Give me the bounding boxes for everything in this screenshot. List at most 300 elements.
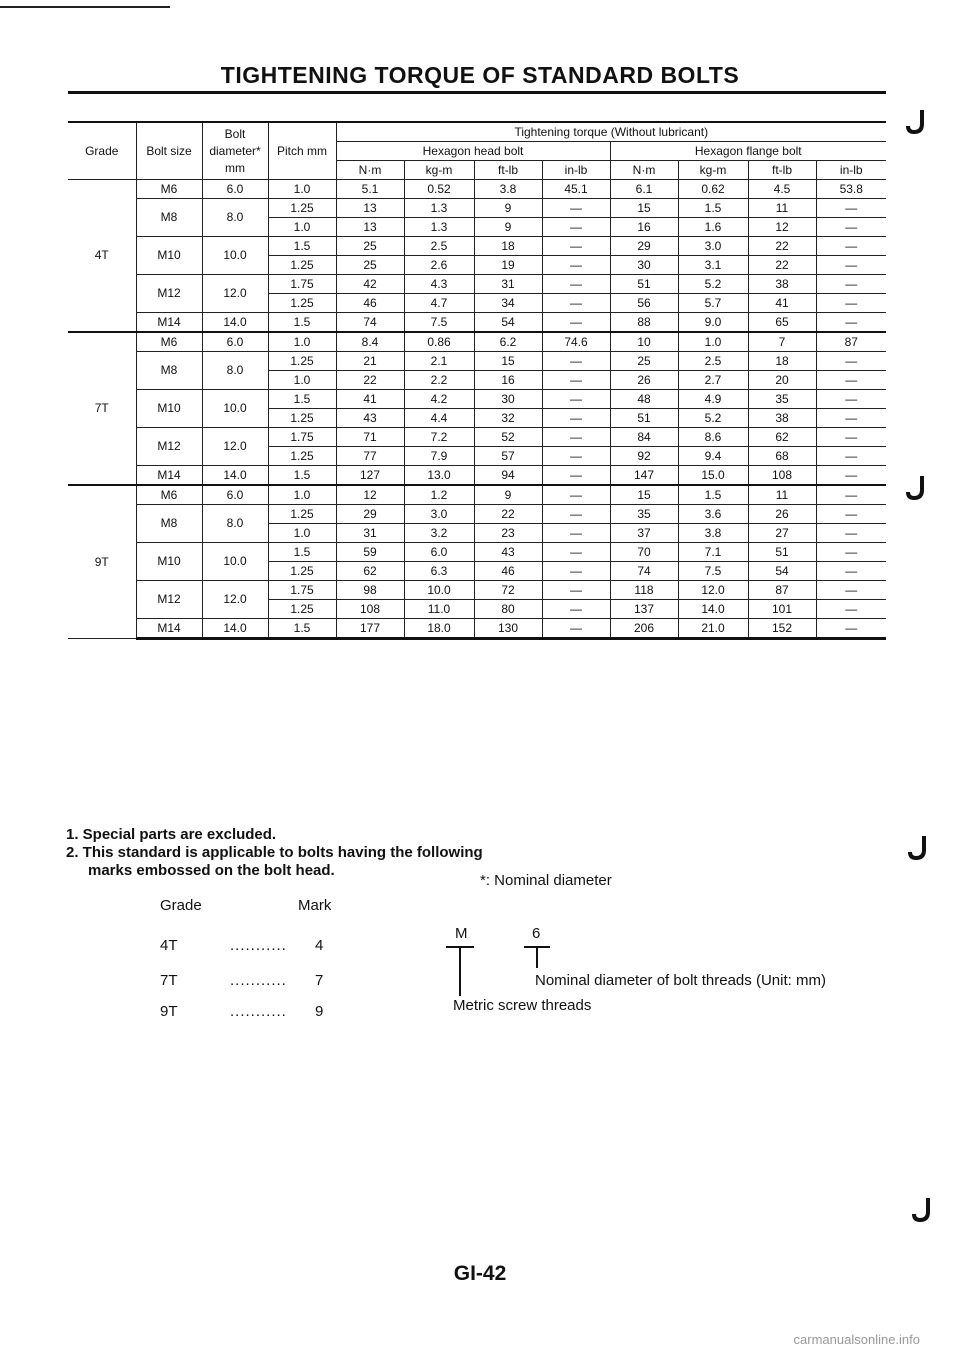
torque-value-cell: — bbox=[816, 543, 886, 562]
torque-value-cell: — bbox=[542, 543, 610, 562]
table-row bbox=[68, 332, 886, 352]
torque-value-cell: — bbox=[542, 409, 610, 428]
bolt-diameter-cell: 10.0 bbox=[202, 543, 268, 581]
torque-value-cell: 4.3 bbox=[404, 275, 474, 294]
torque-value-cell: 137 bbox=[610, 600, 678, 619]
mark-row-grade: 4T bbox=[160, 937, 178, 954]
torque-value-cell: 6.3 bbox=[404, 562, 474, 581]
torque-value-cell: 12 bbox=[336, 485, 404, 505]
torque-value-cell: 4.5 bbox=[748, 180, 816, 199]
torque-value-cell: 20 bbox=[748, 371, 816, 390]
pitch-cell: 1.0 bbox=[268, 332, 336, 352]
torque-value-cell: 15.0 bbox=[678, 466, 748, 486]
torque-value-cell: — bbox=[542, 581, 610, 600]
mark-row-grade: 9T bbox=[160, 1003, 178, 1020]
torque-value-cell: 130 bbox=[474, 619, 542, 639]
unit-head-ftlb: ft-lb bbox=[474, 161, 542, 180]
torque-value-cell: 147 bbox=[610, 466, 678, 486]
torque-value-cell: — bbox=[816, 466, 886, 486]
torque-value-cell: 51 bbox=[748, 543, 816, 562]
grade-cell: 4T bbox=[68, 180, 136, 333]
torque-value-cell: 25 bbox=[610, 352, 678, 371]
torque-value-cell: 5.1 bbox=[336, 180, 404, 199]
unit-head-kgm: kg-m bbox=[404, 161, 474, 180]
torque-value-cell: 53.8 bbox=[816, 180, 886, 199]
torque-value-cell: — bbox=[816, 428, 886, 447]
torque-value-cell: 12.0 bbox=[678, 581, 748, 600]
unit-flange-kgm: kg-m bbox=[678, 161, 748, 180]
torque-value-cell: 3.6 bbox=[678, 505, 748, 524]
torque-value-cell: 62 bbox=[336, 562, 404, 581]
torque-value-cell: 11 bbox=[748, 199, 816, 218]
torque-value-cell: 11.0 bbox=[404, 600, 474, 619]
torque-value-cell: 22 bbox=[474, 505, 542, 524]
hook-icon bbox=[906, 834, 930, 862]
page-number: GI-42 bbox=[453, 1262, 507, 1285]
torque-value-cell: — bbox=[542, 237, 610, 256]
grade-cell: 9T bbox=[68, 485, 136, 639]
pitch-cell: 1.25 bbox=[268, 505, 336, 524]
torque-value-cell: 41 bbox=[336, 390, 404, 409]
torque-value-cell: — bbox=[542, 294, 610, 313]
pitch-cell: 1.25 bbox=[268, 352, 336, 371]
torque-value-cell: 2.6 bbox=[404, 256, 474, 275]
torque-value-cell: 18.0 bbox=[404, 619, 474, 639]
torque-value-cell: — bbox=[542, 313, 610, 333]
pitch-cell: 1.0 bbox=[268, 371, 336, 390]
torque-value-cell: 4.4 bbox=[404, 409, 474, 428]
torque-value-cell: — bbox=[542, 447, 610, 466]
torque-value-cell: 22 bbox=[748, 237, 816, 256]
torque-table-container bbox=[68, 121, 886, 640]
unit-head-inlb: in-lb bbox=[542, 161, 610, 180]
marks-grade-header: Grade bbox=[160, 897, 202, 914]
torque-value-cell: — bbox=[542, 275, 610, 294]
torque-value-cell: — bbox=[542, 199, 610, 218]
torque-value-cell: 2.7 bbox=[678, 371, 748, 390]
torque-value-cell: 8.4 bbox=[336, 332, 404, 352]
bolt-size-cell: M6 bbox=[136, 332, 202, 352]
torque-value-cell: — bbox=[816, 505, 886, 524]
torque-value-cell: 51 bbox=[610, 409, 678, 428]
torque-value-cell: 71 bbox=[336, 428, 404, 447]
torque-value-cell: — bbox=[816, 294, 886, 313]
pitch-cell: 1.0 bbox=[268, 524, 336, 543]
torque-value-cell: 15 bbox=[610, 485, 678, 505]
torque-value-cell: 54 bbox=[474, 313, 542, 333]
pitch-cell: 1.25 bbox=[268, 256, 336, 275]
torque-value-cell: — bbox=[542, 466, 610, 486]
header-bolt-size: Bolt size bbox=[136, 122, 202, 180]
torque-value-cell: — bbox=[542, 218, 610, 237]
table-row bbox=[68, 485, 886, 505]
torque-value-cell: 4.9 bbox=[678, 390, 748, 409]
torque-value-cell: — bbox=[542, 390, 610, 409]
torque-value-cell: 9 bbox=[474, 218, 542, 237]
torque-value-cell: 127 bbox=[336, 466, 404, 486]
pitch-cell: 1.25 bbox=[268, 294, 336, 313]
torque-value-cell: 26 bbox=[748, 505, 816, 524]
mark-row-mark: 9 bbox=[315, 1003, 324, 1020]
bolt-size-cell: M6 bbox=[136, 485, 202, 505]
torque-value-cell: 34 bbox=[474, 294, 542, 313]
pitch-cell: 1.0 bbox=[268, 485, 336, 505]
torque-value-cell: — bbox=[542, 256, 610, 275]
torque-value-cell: 7.2 bbox=[404, 428, 474, 447]
bolt-diameter-cell: 12.0 bbox=[202, 428, 268, 466]
pitch-cell: 1.75 bbox=[268, 275, 336, 294]
pitch-cell: 1.5 bbox=[268, 466, 336, 486]
torque-value-cell: 3.0 bbox=[404, 505, 474, 524]
torque-value-cell: 11 bbox=[748, 485, 816, 505]
pitch-cell: 1.75 bbox=[268, 581, 336, 600]
pitch-cell: 1.5 bbox=[268, 543, 336, 562]
header-hexagon-head-bolt: Hexagon head bolt bbox=[336, 142, 610, 161]
bolt-diameter-cell: 14.0 bbox=[202, 466, 268, 486]
torque-value-cell: 21.0 bbox=[678, 619, 748, 639]
bolt-size-cell: M12 bbox=[136, 428, 202, 466]
bolt-diameter-cell: 10.0 bbox=[202, 390, 268, 428]
torque-value-cell: — bbox=[816, 313, 886, 333]
diagram-metric-text: Metric screw threads bbox=[453, 997, 592, 1014]
torque-value-cell: 26 bbox=[610, 371, 678, 390]
torque-value-cell: 10.0 bbox=[404, 581, 474, 600]
bolt-diameter-cell: 8.0 bbox=[202, 199, 268, 237]
torque-value-cell: 1.5 bbox=[678, 199, 748, 218]
torque-value-cell: 16 bbox=[474, 371, 542, 390]
torque-value-cell: — bbox=[542, 562, 610, 581]
torque-value-cell: — bbox=[542, 371, 610, 390]
torque-value-cell: — bbox=[816, 447, 886, 466]
torque-value-cell: 31 bbox=[474, 275, 542, 294]
torque-value-cell: 84 bbox=[610, 428, 678, 447]
torque-value-cell: — bbox=[816, 218, 886, 237]
pitch-cell: 1.25 bbox=[268, 199, 336, 218]
hook-icon bbox=[904, 108, 928, 136]
torque-value-cell: 7.9 bbox=[404, 447, 474, 466]
bolt-size-cell: M8 bbox=[136, 352, 202, 390]
table-row bbox=[68, 352, 886, 371]
footer-watermark: carmanualsonline.info bbox=[793, 1332, 920, 1347]
table-row bbox=[68, 466, 886, 486]
torque-value-cell: 43 bbox=[474, 543, 542, 562]
torque-value-cell: 3.1 bbox=[678, 256, 748, 275]
pitch-cell: 1.5 bbox=[268, 237, 336, 256]
pitch-cell: 1.5 bbox=[268, 619, 336, 639]
torque-value-cell: 92 bbox=[610, 447, 678, 466]
torque-value-cell: 74 bbox=[610, 562, 678, 581]
torque-value-cell: 19 bbox=[474, 256, 542, 275]
torque-value-cell: — bbox=[816, 524, 886, 543]
torque-value-cell: 46 bbox=[336, 294, 404, 313]
torque-value-cell: 18 bbox=[748, 352, 816, 371]
torque-value-cell: 4.2 bbox=[404, 390, 474, 409]
top-rule bbox=[0, 6, 170, 8]
pitch-cell: 1.25 bbox=[268, 562, 336, 581]
pitch-cell: 1.0 bbox=[268, 218, 336, 237]
diagram-number-leader bbox=[536, 946, 538, 968]
torque-value-cell: 3.2 bbox=[404, 524, 474, 543]
torque-value-cell: 6.2 bbox=[474, 332, 542, 352]
torque-value-cell: 0.86 bbox=[404, 332, 474, 352]
torque-value-cell: 30 bbox=[474, 390, 542, 409]
torque-value-cell: — bbox=[816, 256, 886, 275]
torque-value-cell: — bbox=[542, 619, 610, 639]
torque-value-cell: 5.7 bbox=[678, 294, 748, 313]
diagram-nominal-text: Nominal diameter of bolt threads (Unit: mm) bbox=[535, 972, 826, 989]
torque-value-cell: — bbox=[816, 352, 886, 371]
torque-value-cell: 14.0 bbox=[678, 600, 748, 619]
table-row bbox=[68, 428, 886, 447]
torque-value-cell: 9 bbox=[474, 199, 542, 218]
title-rule bbox=[68, 91, 886, 94]
mark-row-mark: 4 bbox=[315, 937, 324, 954]
bolt-size-cell: M8 bbox=[136, 199, 202, 237]
torque-value-cell: — bbox=[816, 237, 886, 256]
torque-value-cell: 43 bbox=[336, 409, 404, 428]
torque-value-cell: 38 bbox=[748, 275, 816, 294]
torque-value-cell: — bbox=[542, 505, 610, 524]
torque-value-cell: 7.1 bbox=[678, 543, 748, 562]
table-row bbox=[68, 581, 886, 600]
torque-value-cell: 13 bbox=[336, 199, 404, 218]
bolt-diameter-cell: 6.0 bbox=[202, 485, 268, 505]
bolt-size-cell: M14 bbox=[136, 313, 202, 333]
unit-flange-inlb: in-lb bbox=[816, 161, 886, 180]
diagram-m-leader bbox=[459, 946, 461, 996]
torque-value-cell: 108 bbox=[748, 466, 816, 486]
notes bbox=[66, 826, 483, 880]
torque-value-cell: 74.6 bbox=[542, 332, 610, 352]
marks-mark-header: Mark bbox=[298, 897, 332, 914]
torque-value-cell: 2.1 bbox=[404, 352, 474, 371]
bolt-diameter-cell: 8.0 bbox=[202, 352, 268, 390]
header-pitch: Pitch mm bbox=[268, 122, 336, 180]
torque-value-cell: 13.0 bbox=[404, 466, 474, 486]
torque-value-cell: 48 bbox=[610, 390, 678, 409]
torque-value-cell: 3.0 bbox=[678, 237, 748, 256]
torque-value-cell: 68 bbox=[748, 447, 816, 466]
torque-value-cell: — bbox=[542, 428, 610, 447]
torque-value-cell: 77 bbox=[336, 447, 404, 466]
bolt-diameter-cell: 12.0 bbox=[202, 581, 268, 619]
torque-value-cell: 29 bbox=[610, 237, 678, 256]
pitch-cell: 1.25 bbox=[268, 447, 336, 466]
bolt-size-cell: M14 bbox=[136, 466, 202, 486]
page-title: TIGHTENING TORQUE OF STANDARD BOLTS bbox=[220, 62, 740, 88]
table-row bbox=[68, 180, 886, 199]
torque-value-cell: 15 bbox=[474, 352, 542, 371]
torque-value-cell: 206 bbox=[610, 619, 678, 639]
mark-row-dots: ........... bbox=[230, 1003, 287, 1020]
pitch-cell: 1.5 bbox=[268, 390, 336, 409]
table-row bbox=[68, 505, 886, 524]
table-row bbox=[68, 619, 886, 639]
torque-value-cell: 16 bbox=[610, 218, 678, 237]
bolt-diameter-cell: 10.0 bbox=[202, 237, 268, 275]
nominal-diameter-note: *: Nominal diameter bbox=[480, 872, 612, 889]
header-tightening-torque: Tightening torque (Without lubricant) bbox=[336, 122, 886, 142]
torque-value-cell: 7 bbox=[748, 332, 816, 352]
torque-value-cell: 152 bbox=[748, 619, 816, 639]
torque-value-cell: — bbox=[542, 352, 610, 371]
torque-value-cell: — bbox=[816, 581, 886, 600]
unit-head-nm: N·m bbox=[336, 161, 404, 180]
table-row bbox=[68, 275, 886, 294]
note-2-continued: marks embossed on the bolt head. bbox=[88, 862, 335, 879]
torque-value-cell: 6.0 bbox=[404, 543, 474, 562]
torque-value-cell: 9.4 bbox=[678, 447, 748, 466]
torque-value-cell: 1.0 bbox=[678, 332, 748, 352]
torque-value-cell: 87 bbox=[816, 332, 886, 352]
torque-value-cell: 54 bbox=[748, 562, 816, 581]
header-bolt-diameter: Bolt diameter* mm bbox=[202, 122, 268, 180]
pitch-cell: 1.25 bbox=[268, 600, 336, 619]
torque-value-cell: 35 bbox=[748, 390, 816, 409]
torque-value-cell: 4.7 bbox=[404, 294, 474, 313]
table-row bbox=[68, 390, 886, 409]
torque-value-cell: — bbox=[816, 390, 886, 409]
torque-value-cell: 22 bbox=[748, 256, 816, 275]
torque-value-cell: 45.1 bbox=[542, 180, 610, 199]
torque-value-cell: 25 bbox=[336, 256, 404, 275]
bolt-diameter-cell: 14.0 bbox=[202, 313, 268, 333]
torque-value-cell: 118 bbox=[610, 581, 678, 600]
torque-value-cell: 5.2 bbox=[678, 275, 748, 294]
bolt-size-cell: M10 bbox=[136, 237, 202, 275]
torque-value-cell: 37 bbox=[610, 524, 678, 543]
header-hexagon-flange-bolt: Hexagon flange bolt bbox=[610, 142, 886, 161]
pitch-cell: 1.5 bbox=[268, 313, 336, 333]
mark-row-mark: 7 bbox=[315, 972, 324, 989]
header-grade: Grade bbox=[68, 122, 136, 180]
torque-value-cell: 1.3 bbox=[404, 218, 474, 237]
torque-value-cell: 2.2 bbox=[404, 371, 474, 390]
torque-value-cell: 94 bbox=[474, 466, 542, 486]
bolt-diameter-cell: 12.0 bbox=[202, 275, 268, 313]
torque-value-cell: 7.5 bbox=[404, 313, 474, 333]
torque-value-cell: 101 bbox=[748, 600, 816, 619]
torque-value-cell: 21 bbox=[336, 352, 404, 371]
diagram-m-label: M bbox=[455, 925, 468, 942]
pitch-cell: 1.25 bbox=[268, 409, 336, 428]
torque-value-cell: 42 bbox=[336, 275, 404, 294]
torque-value-cell: 0.62 bbox=[678, 180, 748, 199]
bolt-diameter-cell: 14.0 bbox=[202, 619, 268, 639]
torque-value-cell: 59 bbox=[336, 543, 404, 562]
torque-value-cell: 8.6 bbox=[678, 428, 748, 447]
torque-value-cell: 80 bbox=[474, 600, 542, 619]
torque-value-cell: 46 bbox=[474, 562, 542, 581]
torque-value-cell: 38 bbox=[748, 409, 816, 428]
torque-value-cell: 13 bbox=[336, 218, 404, 237]
torque-value-cell: 30 bbox=[610, 256, 678, 275]
torque-value-cell: 5.2 bbox=[678, 409, 748, 428]
grade-cell: 7T bbox=[68, 332, 136, 485]
torque-value-cell: 6.1 bbox=[610, 180, 678, 199]
note-2: 2. This standard is applicable to bolts having the following bbox=[66, 844, 483, 861]
torque-value-cell: 108 bbox=[336, 600, 404, 619]
hook-icon bbox=[910, 1196, 934, 1224]
torque-value-cell: 29 bbox=[336, 505, 404, 524]
torque-value-cell: 87 bbox=[748, 581, 816, 600]
table-row bbox=[68, 199, 886, 218]
torque-value-cell: — bbox=[816, 562, 886, 581]
torque-value-cell: 35 bbox=[610, 505, 678, 524]
bolt-size-cell: M8 bbox=[136, 505, 202, 543]
bolt-diameter-cell: 6.0 bbox=[202, 180, 268, 199]
bolt-size-cell: M14 bbox=[136, 619, 202, 639]
torque-value-cell: 51 bbox=[610, 275, 678, 294]
torque-value-cell: — bbox=[542, 524, 610, 543]
torque-value-cell: 25 bbox=[336, 237, 404, 256]
hook-icon bbox=[904, 474, 928, 502]
bolt-diameter-cell: 6.0 bbox=[202, 332, 268, 352]
torque-value-cell: 18 bbox=[474, 237, 542, 256]
torque-value-cell: — bbox=[542, 600, 610, 619]
torque-value-cell: 1.5 bbox=[678, 485, 748, 505]
bolt-size-cell: M10 bbox=[136, 543, 202, 581]
torque-value-cell: — bbox=[816, 199, 886, 218]
mark-row-dots: ........... bbox=[230, 937, 287, 954]
torque-value-cell: 32 bbox=[474, 409, 542, 428]
torque-value-cell: 1.3 bbox=[404, 199, 474, 218]
torque-value-cell: 2.5 bbox=[678, 352, 748, 371]
torque-value-cell: 88 bbox=[610, 313, 678, 333]
torque-value-cell: 22 bbox=[336, 371, 404, 390]
torque-value-cell: 9 bbox=[474, 485, 542, 505]
bolt-designation-diagram bbox=[440, 925, 860, 1025]
bolt-size-cell: M10 bbox=[136, 390, 202, 428]
pitch-cell: 1.0 bbox=[268, 180, 336, 199]
torque-value-cell: 41 bbox=[748, 294, 816, 313]
bolt-size-cell: M12 bbox=[136, 581, 202, 619]
torque-value-cell: 9.0 bbox=[678, 313, 748, 333]
diagram-number-label: 6 bbox=[532, 925, 541, 942]
torque-value-cell: 65 bbox=[748, 313, 816, 333]
unit-flange-ftlb: ft-lb bbox=[748, 161, 816, 180]
torque-value-cell: 52 bbox=[474, 428, 542, 447]
torque-value-cell: 98 bbox=[336, 581, 404, 600]
torque-value-cell: 12 bbox=[748, 218, 816, 237]
table-row bbox=[68, 543, 886, 562]
torque-value-cell: 0.52 bbox=[404, 180, 474, 199]
mark-row-grade: 7T bbox=[160, 972, 178, 989]
torque-value-cell: — bbox=[816, 600, 886, 619]
torque-value-cell: 62 bbox=[748, 428, 816, 447]
torque-value-cell: 7.5 bbox=[678, 562, 748, 581]
bolt-size-cell: M6 bbox=[136, 180, 202, 199]
mark-row-dots: ........... bbox=[230, 972, 287, 989]
torque-value-cell: 27 bbox=[748, 524, 816, 543]
torque-value-cell: — bbox=[542, 485, 610, 505]
torque-value-cell: 2.5 bbox=[404, 237, 474, 256]
torque-value-cell: 31 bbox=[336, 524, 404, 543]
torque-value-cell: 177 bbox=[336, 619, 404, 639]
unit-flange-nm: N·m bbox=[610, 161, 678, 180]
torque-value-cell: 56 bbox=[610, 294, 678, 313]
torque-value-cell: 57 bbox=[474, 447, 542, 466]
bolt-diameter-cell: 8.0 bbox=[202, 505, 268, 543]
note-1: 1. Special parts are excluded. bbox=[66, 826, 277, 843]
torque-value-cell: — bbox=[816, 371, 886, 390]
torque-value-cell: 1.2 bbox=[404, 485, 474, 505]
torque-value-cell: 70 bbox=[610, 543, 678, 562]
torque-value-cell: 1.6 bbox=[678, 218, 748, 237]
torque-value-cell: — bbox=[816, 409, 886, 428]
torque-value-cell: 10 bbox=[610, 332, 678, 352]
torque-value-cell: 72 bbox=[474, 581, 542, 600]
